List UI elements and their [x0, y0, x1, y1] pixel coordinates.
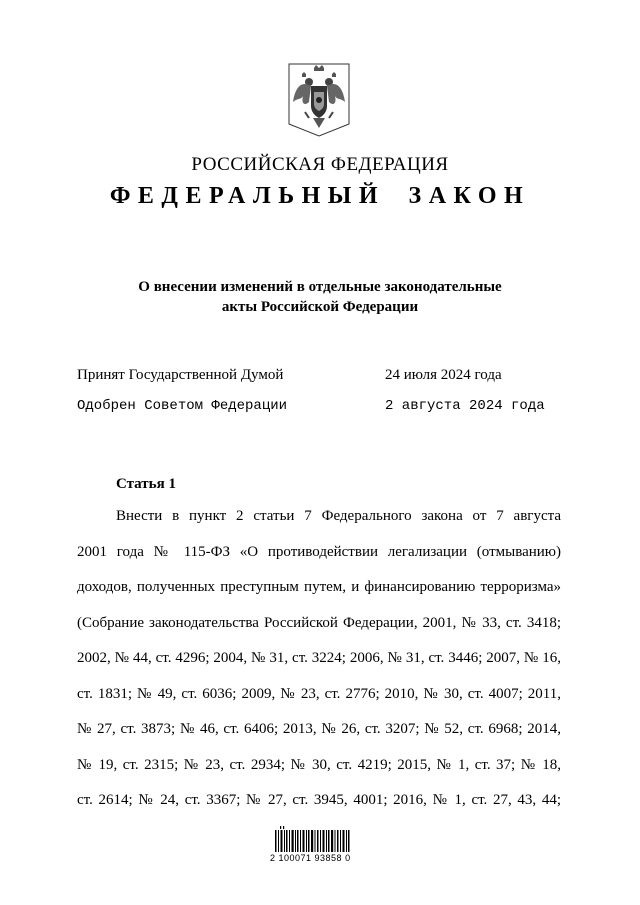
law-title	[100, 277, 540, 317]
country-name: РОССИЙСКАЯ ФЕДЕРАЦИЯ	[191, 154, 449, 175]
duma-adoption-date: 24 июля 2024 года	[385, 367, 502, 383]
council-approval-label: Одобрен Советом Федерации	[77, 398, 288, 414]
article-line: 2001 года № 115-ФЗ «О противодействии легализации (отмыванию)	[77, 543, 561, 560]
article-body	[77, 499, 561, 819]
article-line: Внести в пункт 2 статьи 7 Федерального закона от 7 августа	[116, 508, 561, 524]
coat-of-arms-icon	[287, 62, 351, 138]
article-line: доходов, полученных преступным путем, и финансированию терроризма»	[77, 579, 561, 595]
article-line: № 27, ст. 3873; № 46, ст. 6406; 2013, № 26, ст. 3207; № 52, ст. 6968; 2014,	[77, 721, 561, 737]
law-title-line-2: акты Российской Федерации	[221, 299, 419, 315]
article-line: № 19, ст. 2315; № 23, ст. 2934; № 30, ст. 4219; 2015, № 1, ст. 37; № 18,	[77, 756, 561, 773]
article-line: (Собрание законодательства Российской Федерации, 2001, № 33, ст. 3418;	[77, 614, 561, 631]
duma-adoption-label: Принят Государственной Думой	[77, 367, 284, 383]
barcode-number: 2 100071 93858 0	[270, 853, 351, 863]
article-line: ст. 2614; № 24, ст. 3367; № 27, ст. 3945, 4001; 2016, № 1, ст. 27, 43, 44;	[77, 792, 561, 808]
council-approval-date: 2 августа 2024 года	[385, 398, 545, 414]
law-title-line-1: О внесении изменений в отдельные законодательные	[138, 279, 502, 295]
barcode-icon	[270, 824, 360, 872]
document-type: ФЕДЕРАЛЬНЫЙ ЗАКОН	[109, 183, 531, 209]
article-line: 2002, № 44, ст. 4296; 2004, № 31, ст. 3224; 2006, № 31, ст. 3446; 2007, № 16,	[77, 650, 561, 666]
article-line: ст. 1831; № 49, ст. 6036; 2009, № 23, ст. 2776; 2010, № 30, ст. 4007; 2011,	[77, 685, 561, 702]
article-heading: Статья 1	[116, 476, 176, 492]
